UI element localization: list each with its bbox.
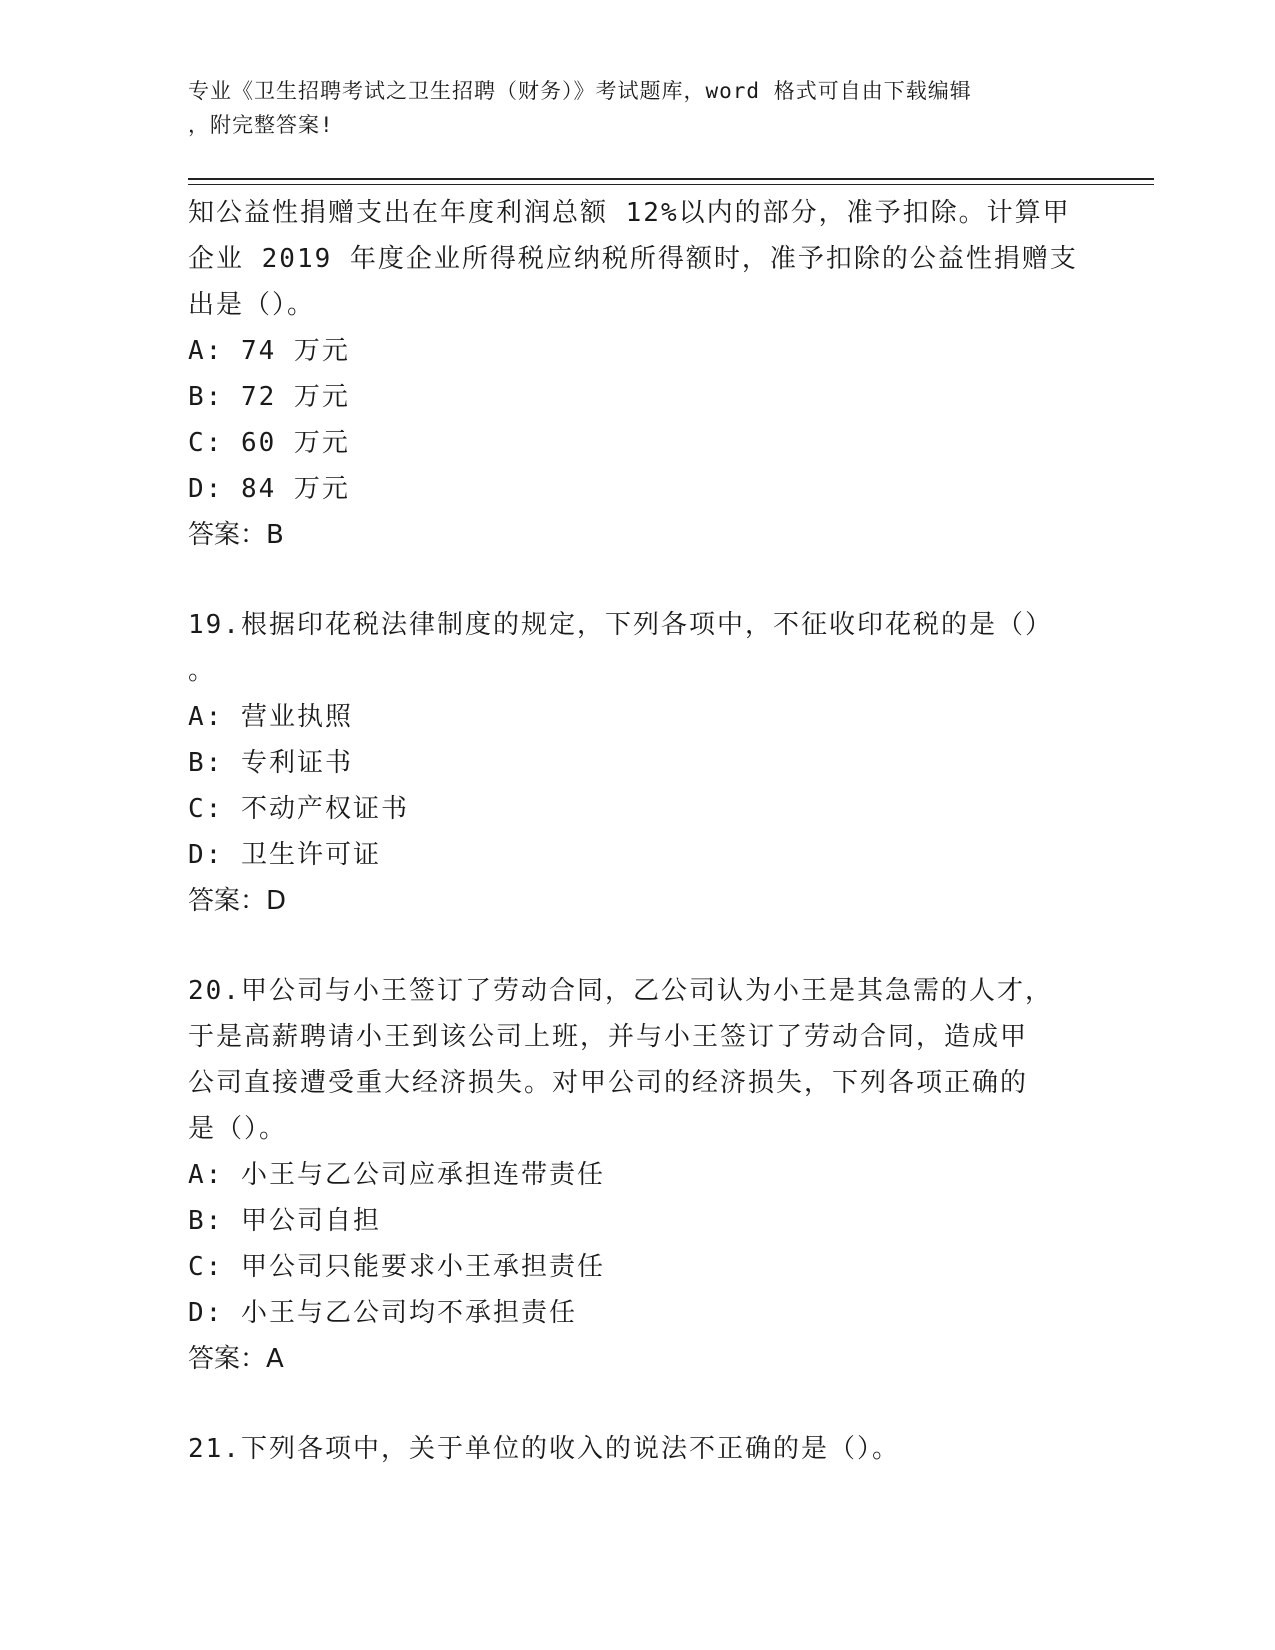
question-18 [188, 190, 1078, 558]
document-header [188, 74, 1068, 142]
option-b: B: 甲公司自担 [188, 1206, 381, 1236]
question-text-line: 19.根据印花税法律制度的规定，下列各项中，不征收印花税的是（） [188, 610, 1053, 640]
question-text-line: 于是高薪聘请小王到该公司上班，并与小王签订了劳动合同，造成甲 [188, 1022, 1029, 1052]
header-line-1: 专业《卫生招聘考试之卫生招聘（财务）》考试题库，word 格式可自由下载编辑 [188, 79, 972, 103]
answer: 答案：A [188, 1344, 284, 1374]
question-text-line: 出是（）。 [188, 290, 316, 320]
option-c: C: 甲公司只能要求小王承担责任 [188, 1252, 605, 1282]
question-text-line: 企业 2019 年度企业所得税应纳税所得额时，准予扣除的公益性捐赠支 [188, 244, 1078, 274]
question-19 [188, 602, 1078, 924]
option-d: D: 84 万元 [188, 474, 350, 504]
question-text-line: 21.下列各项中，关于单位的收入的说法不正确的是（）。 [188, 1434, 900, 1464]
spacer [188, 924, 1078, 968]
question-text-line: 知公益性捐赠支出在年度利润总额 12%以内的部分，准予扣除。计算甲 [188, 198, 1071, 228]
question-text-line: 是（）。 [188, 1114, 288, 1144]
question-text-line: 20.甲公司与小王签订了劳动合同，乙公司认为小王是其急需的人才， [188, 976, 1053, 1006]
document-content [188, 190, 1078, 1472]
answer: 答案：D [188, 886, 287, 916]
header-rule-thin [188, 184, 1154, 185]
option-d: D: 卫生许可证 [188, 840, 381, 870]
option-a: A: 营业执照 [188, 702, 353, 732]
question-21 [188, 1426, 1078, 1472]
question-20 [188, 968, 1078, 1382]
answer: 答案：B [188, 520, 284, 550]
option-c: C: 60 万元 [188, 428, 350, 458]
option-a: A: 74 万元 [188, 336, 350, 366]
spacer [188, 1382, 1078, 1426]
option-c: C: 不动产权证书 [188, 794, 409, 824]
option-d: D: 小王与乙公司均不承担责任 [188, 1298, 577, 1328]
option-b: B: 72 万元 [188, 382, 350, 412]
question-text-line: 。 [188, 656, 217, 686]
header-line-2: ，附完整答案! [188, 113, 334, 137]
spacer [188, 558, 1078, 602]
option-a: A: 小王与乙公司应承担连带责任 [188, 1160, 605, 1190]
option-b: B: 专利证书 [188, 748, 353, 778]
header-rule-thick [188, 178, 1154, 180]
question-text-line: 公司直接遭受重大经济损失。对甲公司的经济损失，下列各项正确的 [188, 1068, 1029, 1098]
